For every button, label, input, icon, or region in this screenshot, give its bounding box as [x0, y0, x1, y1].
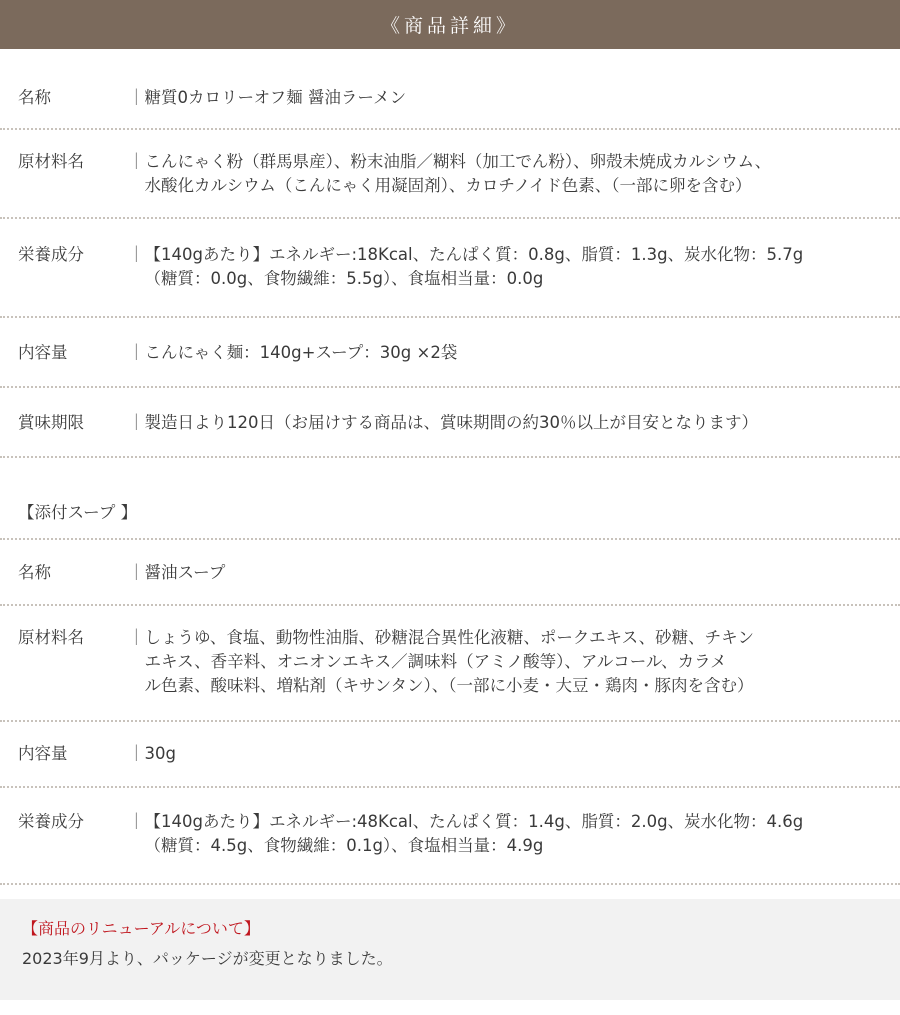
row-value: 30g	[144, 744, 176, 763]
row-separator: ｜	[128, 88, 145, 107]
renewal-notice	[0, 899, 900, 1000]
row-value: 【140gあたり】エネルギー:18Kcal、たんぱく質：0.8g、脂質：1.3g、炭水化物：5.7g （糖質：0.0g、食物繊維：5.5g）、食塩相当量：0.0g	[144, 245, 804, 288]
row-separator: ｜	[128, 245, 145, 264]
soup-row-name	[0, 561, 900, 585]
row-separator: ｜	[128, 744, 145, 763]
row-separator: ｜	[128, 152, 145, 171]
row-separator: ｜	[128, 812, 145, 831]
row-value: 製造日より120日（お届けする商品は、賞味期間の約30％以上が目安となります）	[144, 413, 758, 432]
row-separator: ｜	[128, 563, 145, 582]
row-nutrition	[0, 243, 900, 291]
row-separator: ｜	[128, 343, 145, 362]
row-value: こんにゃく麺：140g+スープ：30g ×2袋	[144, 343, 458, 362]
row-label: 内容量	[18, 744, 68, 763]
notice-title: 【商品のリニューアルについて】	[22, 919, 260, 938]
row-ingredients	[0, 150, 900, 198]
row-label: 名称	[18, 88, 51, 107]
row-label: 栄養成分	[18, 812, 84, 831]
divider	[0, 538, 900, 540]
soup-row-ingredients	[0, 626, 900, 698]
divider	[0, 883, 900, 885]
divider	[0, 456, 900, 458]
row-label: 賞味期限	[18, 413, 84, 432]
row-label: 名称	[18, 563, 51, 582]
row-separator: ｜	[128, 628, 145, 647]
row-expiry	[0, 411, 900, 435]
notice-text: 2023年9月より、パッケージが変更となりました。	[22, 949, 393, 968]
divider	[0, 128, 900, 130]
row-value: 糖質0カロリーオフ麺 醤油ラーメン	[144, 88, 407, 107]
soup-row-nutrition	[0, 810, 900, 858]
page-header	[0, 0, 900, 49]
soup-section-title: 【添付スープ 】	[18, 503, 138, 522]
row-contents	[0, 341, 900, 365]
row-label: 栄養成分	[18, 245, 84, 264]
soup-row-contents	[0, 742, 900, 766]
row-value: しょうゆ、食塩、動物性油脂、砂糖混合異性化液糖、ポークエキス、砂糖、チキン エキス、香辛料、オニオンエキス／調味料（アミノ酸等）、アルコール、カラメ ル色素、酸味料、増粘剤（キサンタン）、（一部に小麦・大豆・鶏肉・豚肉を含む）	[144, 628, 755, 695]
divider	[0, 217, 900, 219]
row-value: 【140gあたり】エネルギー:48Kcal、たんぱく質：1.4g、脂質：2.0g、炭水化物：4.6g （糖質：4.5g、食物繊維：0.1g）、食塩相当量：4.9g	[144, 812, 804, 855]
header-title: 《商品詳細》	[380, 15, 519, 37]
divider	[0, 720, 900, 722]
divider	[0, 604, 900, 606]
row-separator: ｜	[128, 413, 145, 432]
divider	[0, 316, 900, 318]
row-label: 原材料名	[18, 152, 84, 171]
row-label: 原材料名	[18, 628, 84, 647]
divider	[0, 786, 900, 788]
row-value: こんにゃく粉（群馬県産）、粉末油脂／糊料（加工でん粉）、卵殻未焼成カルシウム、 水酸化カルシウム（こんにゃく用凝固剤）、カロチノイド色素、（一部に卵を含む）	[144, 152, 772, 195]
row-label: 内容量	[18, 343, 68, 362]
row-value: 醤油スープ	[144, 563, 226, 582]
row-name	[0, 86, 900, 110]
divider	[0, 386, 900, 388]
